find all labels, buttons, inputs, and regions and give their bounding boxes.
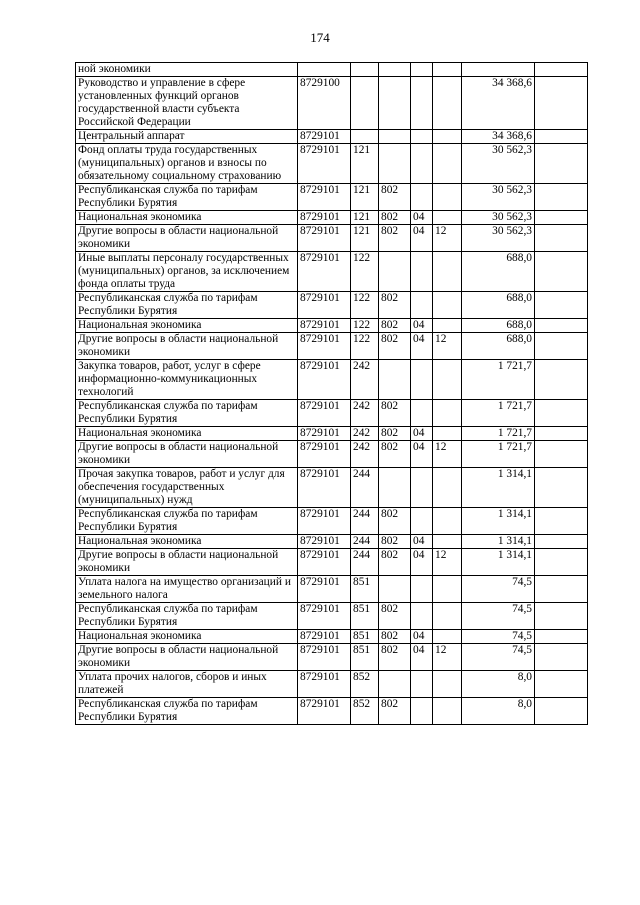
cell-subsection: [433, 427, 462, 441]
cell-section: [411, 130, 433, 144]
cell-admin-code: 802: [379, 698, 411, 725]
cell-section: 04: [411, 644, 433, 671]
cell-name: Республиканская служба по тарифам Республики Бурятия: [76, 508, 298, 535]
cell-subsection: [433, 63, 462, 77]
cell-name: Национальная экономика: [76, 535, 298, 549]
cell-amount: 1 314,1: [462, 549, 535, 576]
cell-extra: [535, 77, 588, 130]
table-row: [76, 671, 588, 698]
cell-section: [411, 63, 433, 77]
cell-expense-type: 244: [351, 549, 379, 576]
cell-amount: 34 368,6: [462, 77, 535, 130]
cell-amount: 30 562,3: [462, 211, 535, 225]
cell-expense-type: 121: [351, 225, 379, 252]
table-row: [76, 603, 588, 630]
cell-section: [411, 576, 433, 603]
cell-target-article: 8729101: [298, 130, 351, 144]
cell-amount: 30 562,3: [462, 144, 535, 184]
cell-subsection: [433, 400, 462, 427]
cell-target-article: 8729101: [298, 400, 351, 427]
cell-admin-code: 802: [379, 508, 411, 535]
cell-admin-code: 802: [379, 535, 411, 549]
cell-amount: 1 721,7: [462, 441, 535, 468]
cell-amount: 1 721,7: [462, 400, 535, 427]
cell-expense-type: 242: [351, 427, 379, 441]
cell-extra: [535, 644, 588, 671]
table-row: [76, 333, 588, 360]
cell-subsection: [433, 630, 462, 644]
budget-table: [75, 62, 588, 725]
cell-target-article: 8729101: [298, 576, 351, 603]
cell-target-article: 8729101: [298, 144, 351, 184]
cell-section: 04: [411, 535, 433, 549]
cell-section: [411, 671, 433, 698]
cell-admin-code: 802: [379, 184, 411, 211]
cell-admin-code: 802: [379, 630, 411, 644]
cell-extra: [535, 441, 588, 468]
table-row: [76, 292, 588, 319]
cell-expense-type: 244: [351, 535, 379, 549]
table-row: [76, 360, 588, 400]
cell-admin-code: 802: [379, 400, 411, 427]
cell-admin-code: [379, 468, 411, 508]
cell-name: Руководство и управление в сфере установленных функций органов государственной власти субъекта Российской Федерации: [76, 77, 298, 130]
cell-extra: [535, 333, 588, 360]
cell-subsection: [433, 360, 462, 400]
cell-amount: 1 314,1: [462, 508, 535, 535]
cell-expense-type: [351, 130, 379, 144]
cell-target-article: 8729101: [298, 360, 351, 400]
table-row: [76, 576, 588, 603]
cell-amount: 1 721,7: [462, 360, 535, 400]
cell-target-article: 8729101: [298, 671, 351, 698]
cell-extra: [535, 63, 588, 77]
cell-section: 04: [411, 211, 433, 225]
cell-admin-code: [379, 63, 411, 77]
cell-extra: [535, 400, 588, 427]
table-row: [76, 184, 588, 211]
cell-extra: [535, 292, 588, 319]
cell-subsection: [433, 508, 462, 535]
cell-target-article: 8729101: [298, 468, 351, 508]
cell-section: [411, 468, 433, 508]
cell-expense-type: 851: [351, 644, 379, 671]
cell-name: Другие вопросы в области национальной экономики: [76, 549, 298, 576]
cell-target-article: 8729101: [298, 441, 351, 468]
cell-admin-code: 802: [379, 603, 411, 630]
cell-amount: 1 721,7: [462, 427, 535, 441]
cell-expense-type: 242: [351, 360, 379, 400]
cell-target-article: 8729101: [298, 184, 351, 211]
cell-name: Другие вопросы в области национальной экономики: [76, 225, 298, 252]
table-row: [76, 144, 588, 184]
table-row: [76, 698, 588, 725]
cell-extra: [535, 576, 588, 603]
cell-expense-type: 122: [351, 292, 379, 319]
cell-name: Уплата налога на имущество организаций и земельного налога: [76, 576, 298, 603]
cell-name: Республиканская служба по тарифам Республики Бурятия: [76, 292, 298, 319]
cell-admin-code: 802: [379, 211, 411, 225]
cell-extra: [535, 252, 588, 292]
cell-section: [411, 698, 433, 725]
cell-name: Республиканская служба по тарифам Республики Бурятия: [76, 698, 298, 725]
cell-target-article: 8729101: [298, 508, 351, 535]
cell-extra: [535, 360, 588, 400]
cell-amount: 74,5: [462, 576, 535, 603]
cell-target-article: 8729101: [298, 333, 351, 360]
cell-expense-type: 852: [351, 671, 379, 698]
cell-extra: [535, 468, 588, 508]
cell-admin-code: 802: [379, 225, 411, 252]
cell-target-article: [298, 63, 351, 77]
table-row: [76, 549, 588, 576]
cell-amount: 688,0: [462, 292, 535, 319]
cell-amount: 688,0: [462, 333, 535, 360]
cell-expense-type: [351, 63, 379, 77]
cell-target-article: 8729101: [298, 211, 351, 225]
table-row: [76, 63, 588, 77]
cell-admin-code: 802: [379, 292, 411, 319]
cell-section: [411, 360, 433, 400]
cell-subsection: 12: [433, 333, 462, 360]
cell-expense-type: 851: [351, 603, 379, 630]
cell-section: [411, 77, 433, 130]
cell-extra: [535, 698, 588, 725]
cell-name: Республиканская служба по тарифам Республики Бурятия: [76, 400, 298, 427]
cell-amount: 30 562,3: [462, 184, 535, 211]
cell-expense-type: 242: [351, 441, 379, 468]
table-row: [76, 225, 588, 252]
table-body: [76, 63, 588, 725]
cell-expense-type: 851: [351, 630, 379, 644]
cell-extra: [535, 184, 588, 211]
cell-extra: [535, 211, 588, 225]
cell-target-article: 8729101: [298, 292, 351, 319]
cell-amount: 8,0: [462, 698, 535, 725]
table-row: [76, 644, 588, 671]
cell-admin-code: 802: [379, 427, 411, 441]
cell-amount: 30 562,3: [462, 225, 535, 252]
cell-admin-code: 802: [379, 644, 411, 671]
cell-name: Национальная экономика: [76, 319, 298, 333]
cell-target-article: 8729101: [298, 549, 351, 576]
table-row: [76, 211, 588, 225]
cell-extra: [535, 508, 588, 535]
cell-subsection: [433, 77, 462, 130]
cell-name: ной экономики: [76, 63, 298, 77]
cell-expense-type: 121: [351, 144, 379, 184]
cell-expense-type: 121: [351, 184, 379, 211]
table-row: [76, 130, 588, 144]
cell-name: Национальная экономика: [76, 211, 298, 225]
cell-amount: 8,0: [462, 671, 535, 698]
cell-admin-code: [379, 360, 411, 400]
cell-expense-type: 244: [351, 508, 379, 535]
cell-subsection: [433, 130, 462, 144]
cell-subsection: 12: [433, 441, 462, 468]
cell-expense-type: 242: [351, 400, 379, 427]
table-row: [76, 508, 588, 535]
table-row: [76, 252, 588, 292]
table-row: [76, 319, 588, 333]
table-row: [76, 441, 588, 468]
cell-name: Иные выплаты персоналу государственных (муниципальных) органов, за исключением фонда оплаты труда: [76, 252, 298, 292]
cell-section: 04: [411, 427, 433, 441]
cell-target-article: 8729101: [298, 535, 351, 549]
cell-subsection: [433, 292, 462, 319]
cell-expense-type: 851: [351, 576, 379, 603]
cell-section: 04: [411, 319, 433, 333]
cell-expense-type: [351, 77, 379, 130]
cell-name: Другие вопросы в области национальной экономики: [76, 441, 298, 468]
cell-admin-code: 802: [379, 333, 411, 360]
cell-target-article: 8729101: [298, 644, 351, 671]
cell-amount: 74,5: [462, 630, 535, 644]
cell-subsection: [433, 211, 462, 225]
cell-section: 04: [411, 630, 433, 644]
cell-section: [411, 184, 433, 211]
cell-target-article: 8729101: [298, 630, 351, 644]
cell-section: [411, 144, 433, 184]
cell-admin-code: [379, 671, 411, 698]
cell-target-article: 8729101: [298, 698, 351, 725]
cell-section: 04: [411, 225, 433, 252]
cell-target-article: 8729101: [298, 252, 351, 292]
cell-subsection: [433, 671, 462, 698]
cell-target-article: 8729101: [298, 603, 351, 630]
cell-name: Уплата прочих налогов, сборов и иных платежей: [76, 671, 298, 698]
page-number: 174: [310, 30, 330, 45]
cell-extra: [535, 630, 588, 644]
cell-extra: [535, 603, 588, 630]
cell-target-article: 8729100: [298, 77, 351, 130]
cell-amount: 74,5: [462, 603, 535, 630]
cell-admin-code: [379, 77, 411, 130]
cell-target-article: 8729101: [298, 319, 351, 333]
cell-section: [411, 400, 433, 427]
cell-name: Закупка товаров, работ, услуг в сфере информационно-коммуникационных технологий: [76, 360, 298, 400]
cell-section: 04: [411, 441, 433, 468]
cell-amount: [462, 63, 535, 77]
cell-amount: 688,0: [462, 319, 535, 333]
cell-name: Центральный аппарат: [76, 130, 298, 144]
cell-admin-code: [379, 144, 411, 184]
cell-expense-type: 122: [351, 333, 379, 360]
cell-subsection: [433, 576, 462, 603]
cell-expense-type: 852: [351, 698, 379, 725]
cell-extra: [535, 319, 588, 333]
table-row: [76, 468, 588, 508]
cell-subsection: [433, 252, 462, 292]
cell-admin-code: [379, 252, 411, 292]
cell-subsection: [433, 468, 462, 508]
cell-name: Фонд оплаты труда государственных (муниципальных) органов и взносы по обязательному социальному страхованию: [76, 144, 298, 184]
table-row: [76, 427, 588, 441]
cell-admin-code: [379, 130, 411, 144]
cell-section: 04: [411, 333, 433, 360]
cell-admin-code: 802: [379, 549, 411, 576]
cell-amount: 688,0: [462, 252, 535, 292]
cell-extra: [535, 427, 588, 441]
cell-subsection: 12: [433, 644, 462, 671]
cell-subsection: 12: [433, 225, 462, 252]
cell-section: [411, 508, 433, 535]
cell-section: [411, 252, 433, 292]
cell-admin-code: 802: [379, 441, 411, 468]
cell-target-article: 8729101: [298, 427, 351, 441]
cell-extra: [535, 549, 588, 576]
cell-expense-type: 122: [351, 252, 379, 292]
cell-subsection: [433, 603, 462, 630]
cell-extra: [535, 225, 588, 252]
cell-amount: 34 368,6: [462, 130, 535, 144]
cell-expense-type: 121: [351, 211, 379, 225]
cell-name: Республиканская служба по тарифам Республики Бурятия: [76, 184, 298, 211]
cell-subsection: [433, 319, 462, 333]
table-row: [76, 77, 588, 130]
table-row: [76, 630, 588, 644]
cell-expense-type: 122: [351, 319, 379, 333]
cell-name: Другие вопросы в области национальной экономики: [76, 644, 298, 671]
cell-extra: [535, 535, 588, 549]
cell-subsection: [433, 535, 462, 549]
cell-section: [411, 603, 433, 630]
cell-extra: [535, 130, 588, 144]
table-row: [76, 400, 588, 427]
cell-amount: 1 314,1: [462, 468, 535, 508]
cell-subsection: [433, 698, 462, 725]
cell-name: Национальная экономика: [76, 427, 298, 441]
cell-name: Прочая закупка товаров, работ и услуг для обеспечения государственных (муниципальных) нужд: [76, 468, 298, 508]
cell-name: Республиканская служба по тарифам Республики Бурятия: [76, 603, 298, 630]
cell-subsection: [433, 184, 462, 211]
cell-amount: 1 314,1: [462, 535, 535, 549]
cell-section: [411, 292, 433, 319]
cell-name: Национальная экономика: [76, 630, 298, 644]
cell-subsection: [433, 144, 462, 184]
cell-extra: [535, 144, 588, 184]
table-row: [76, 535, 588, 549]
cell-extra: [535, 671, 588, 698]
cell-expense-type: 244: [351, 468, 379, 508]
cell-admin-code: [379, 576, 411, 603]
cell-name: Другие вопросы в области национальной экономики: [76, 333, 298, 360]
cell-target-article: 8729101: [298, 225, 351, 252]
cell-section: 04: [411, 549, 433, 576]
cell-subsection: 12: [433, 549, 462, 576]
cell-amount: 74,5: [462, 644, 535, 671]
cell-admin-code: 802: [379, 319, 411, 333]
